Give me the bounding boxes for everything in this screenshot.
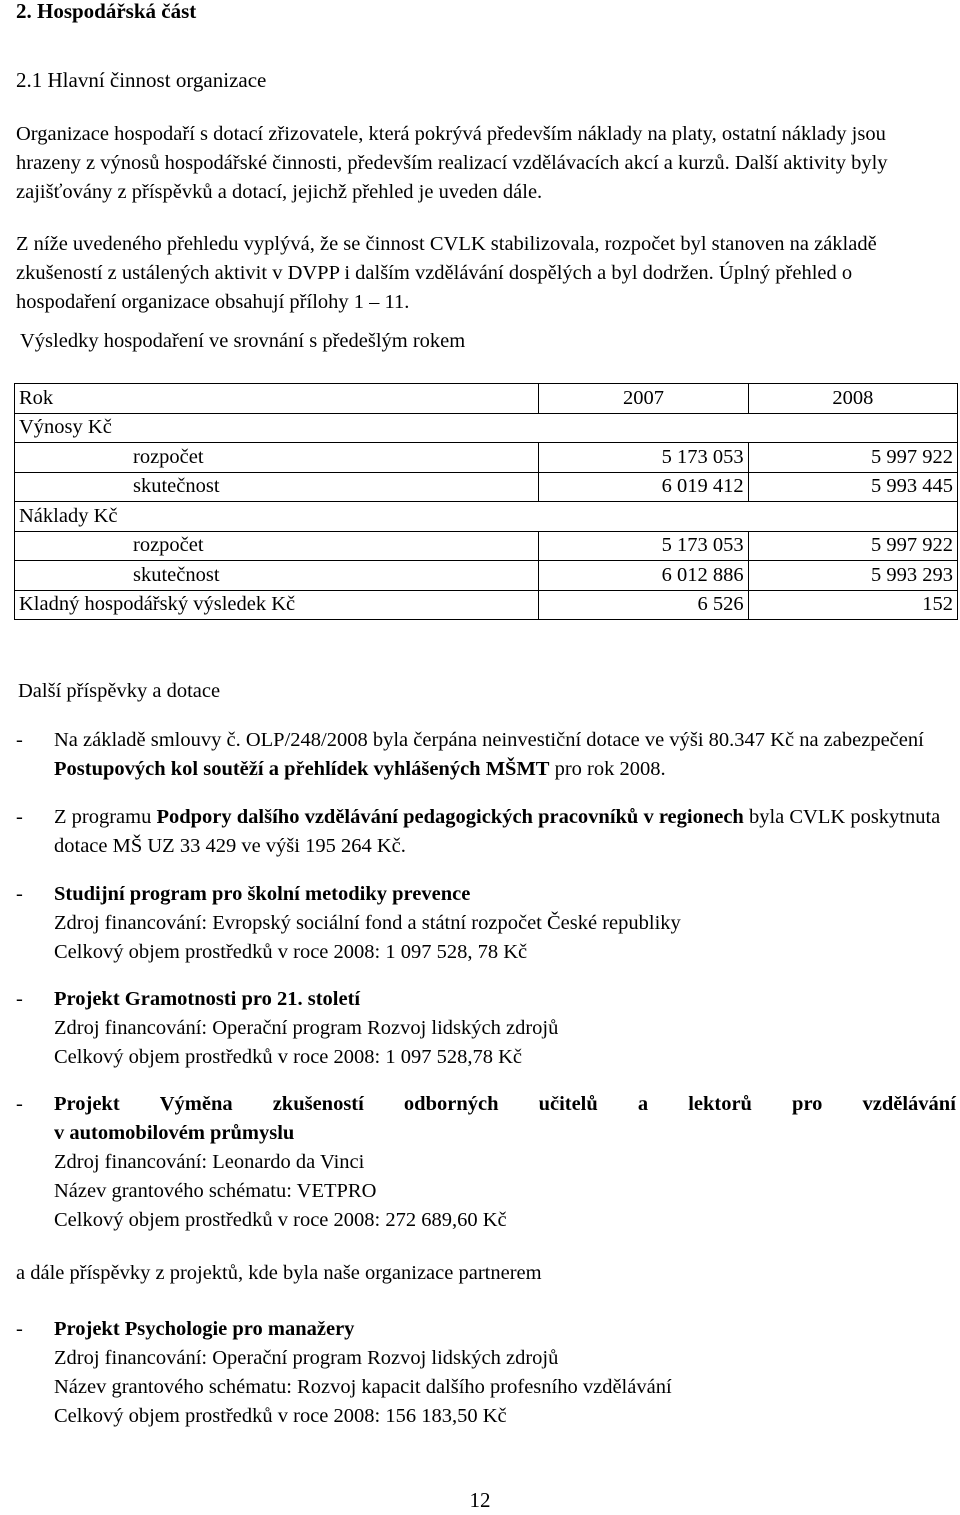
revenue-budget-2008: 5 997 922	[748, 443, 957, 473]
grant-2-text: Z programu	[54, 806, 157, 828]
result-2007: 6 526	[539, 590, 748, 620]
title-word: a	[637, 1093, 649, 1115]
table-row	[15, 502, 958, 532]
revenue-actual-2007: 6 019 412	[539, 472, 748, 502]
list-dash: -	[16, 1318, 23, 1340]
costs-budget-label: rozpočet	[15, 531, 539, 561]
costs-actual-2007: 6 012 886	[539, 561, 748, 591]
list-item	[16, 985, 956, 1072]
list-item	[16, 1315, 956, 1431]
list-item	[16, 803, 956, 861]
partner-1-amount: Celkový objem prostředků v roce 2008: 156 183,50 Kč	[54, 1405, 507, 1427]
table-row	[15, 384, 958, 414]
costs-actual-label: skutečnost	[15, 561, 539, 591]
partner-title: a dále příspěvky z projektů, kde byla naše organizace partnerem	[16, 1262, 542, 1284]
revenue-budget-label: rozpočet	[15, 443, 539, 473]
grant-3-title: Studijní program pro školní metodiky prevence	[54, 883, 471, 905]
revenue-actual-label: skutečnost	[15, 472, 539, 502]
year-2007: 2007	[539, 384, 748, 414]
grant-5-title-line	[54, 1090, 956, 1119]
list-dash: -	[16, 729, 23, 751]
partner-list	[16, 1315, 956, 1431]
title-word: Výměna	[159, 1093, 233, 1115]
partner-1-source: Zdroj financování: Operační program Rozvoj lidských zdrojů	[54, 1347, 559, 1369]
list-dash: -	[16, 988, 23, 1010]
list-item	[16, 726, 956, 784]
title-word: pro	[792, 1093, 823, 1115]
results-title: Výsledky hospodaření ve srovnání s předešlým rokem	[20, 330, 466, 352]
title-word: vzdělávání	[862, 1093, 956, 1115]
table-row	[15, 443, 958, 473]
costs-budget-2008: 5 997 922	[748, 531, 957, 561]
grant-4-amount: Celkový objem prostředků v roce 2008: 1 097 528,78 Kč	[54, 1046, 523, 1068]
title-word: učitelů	[538, 1093, 598, 1115]
table-row	[15, 472, 958, 502]
grant-4-source: Zdroj financování: Operační program Rozvoj lidských zdrojů	[54, 1017, 559, 1039]
costs-budget-2007: 5 173 053	[539, 531, 748, 561]
grant-5-amount: Celkový objem prostředků v roce 2008: 272 689,60 Kč	[54, 1209, 507, 1231]
overview-paragraph: Z níže uvedeného přehledu vyplývá, že se činnost CVLK stabilizovala, rozpočet byl stanoven na základě zkušeností z ustálených aktivit v DVPP i dalším vzdělávání dospělých a byl dodržen. Úplný přehled o hospodaření organizace obsahují přílohy 1 – 11.	[16, 233, 877, 313]
grant-5-title-end: v automobilovém průmyslu	[54, 1122, 295, 1144]
list-dash: -	[16, 883, 23, 905]
title-word: Projekt	[54, 1093, 120, 1115]
list-dash: -	[16, 806, 23, 828]
table-row	[15, 590, 958, 620]
section-title: 2. Hospodářská část	[16, 0, 197, 23]
grant-3-source: Zdroj financování: Evropský sociální fond a státní rozpočet České republiky	[54, 912, 681, 934]
grant-2-end: byla CVLK poskytnuta dotace MŠ UZ 33 429 ve výši 195 264 Kč.	[54, 806, 941, 857]
grant-3-amount: Celkový objem prostředků v roce 2008: 1 097 528, 78 Kč	[54, 941, 528, 963]
intro-paragraph: Organizace hospodaří s dotací zřizovatele, která pokrývá především náklady na platy, ostatní náklady jsou hrazeny z výnosů hospodářské činnosti, především realizací vzdělávacích akcí a kurzů. Další aktivity byly zajišťovány z příspěvků a dotací, jejichž přehled je uveden dále.	[16, 123, 888, 203]
subsection-title: 2.1 Hlavní činnost organizace	[16, 68, 267, 92]
title-word: zkušeností	[272, 1093, 364, 1115]
result-label: Kladný hospodářský výsledek Kč	[15, 590, 539, 620]
grant-1-text: Na základě smlouvy č. OLP/248/2008 byla čerpána neinvestiční dotace ve výši 80.347 Kč na zabezpečení	[54, 729, 924, 751]
list-item	[16, 1090, 956, 1235]
grants-list	[16, 726, 956, 1235]
revenue-group-label: Výnosy Kč	[15, 413, 958, 443]
revenue-actual-2008: 5 993 445	[748, 472, 957, 502]
result-2008: 152	[748, 590, 957, 620]
partner-1-title: Projekt Psychologie pro manažery	[54, 1318, 355, 1340]
grant-4-title: Projekt Gramotnosti pro 21. století	[54, 988, 361, 1010]
grant-1-bold: Postupových kol soutěží a přehlídek vyhlášených MŠMT	[54, 758, 550, 780]
results-table	[14, 383, 958, 620]
partner-1-scheme: Název grantového schématu: Rozvoj kapacit dalšího profesního vzdělávání	[54, 1376, 672, 1398]
grant-5-scheme: Název grantového schématu: VETPRO	[54, 1180, 377, 1202]
list-dash: -	[16, 1093, 23, 1115]
table-row	[15, 413, 958, 443]
year-label: Rok	[15, 384, 539, 414]
title-word: odborných	[403, 1093, 499, 1115]
grant-5-source: Zdroj financování: Leonardo da Vinci	[54, 1151, 365, 1173]
extras-title: Další příspěvky a dotace	[18, 680, 221, 702]
list-item	[16, 880, 956, 967]
costs-group-label: Náklady Kč	[15, 502, 958, 532]
year-2008: 2008	[748, 384, 957, 414]
costs-actual-2008: 5 993 293	[748, 561, 957, 591]
grant-1-end: pro rok 2008.	[549, 758, 666, 780]
grant-2-bold: Podpory dalšího vzdělávání pedagogických pracovníků v regionech	[156, 806, 744, 828]
table-row	[15, 561, 958, 591]
revenue-budget-2007: 5 173 053	[539, 443, 748, 473]
page-number: 12	[469, 1488, 491, 1512]
title-word: lektorů	[688, 1093, 752, 1115]
table-row	[15, 531, 958, 561]
